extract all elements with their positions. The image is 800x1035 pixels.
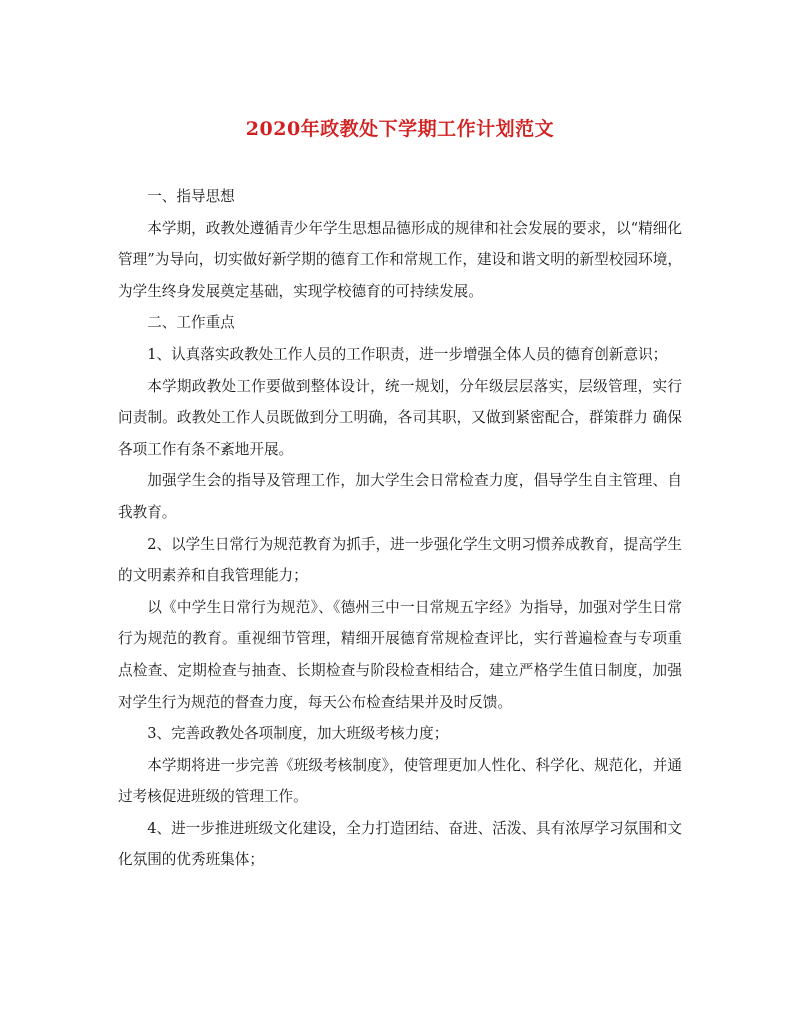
paragraph-item-3: 3、完善政教处各项制度，加大班级考核力度；	[147, 725, 449, 743]
paragraph-item-1: 1、认真落实政教处工作人员的工作职责，进一步增强全体人员的德育创新意识；	[147, 345, 668, 363]
paragraph-student-union: 加强学生会的指导及管理工作，加大学生会日常检查力度，倡导学生自主管理、自我教育。	[118, 472, 682, 521]
paragraph-item-2: 2、以学生日常行为规范教育为抓手，进一步强化学生文明习惯养成教育，提高学生的文明素养和自我管理能力；	[118, 535, 682, 585]
paragraph-item-3-detail: 本学期将进一步完善《班级考核制度》，使管理更加人性化、科学化、规范化，并通过考核促进班级的管理工作。	[118, 756, 682, 806]
document-title: 2020年政教处下学期工作计划范文	[245, 118, 555, 140]
section-heading-work-focus: 二、工作重点	[147, 314, 235, 332]
paragraph-item-1-detail: 本学期政教处工作要做到整体设计，统一规划，分年级层层落实，层级管理，实行问责制。政教处工作人员既做到分工明确，各司其职，又做到紧密配合，群策群力 确保各项工作有条不紊地开展。	[118, 377, 682, 458]
paragraph-item-4: 4、进一步推进班级文化建设，全力打造团结、奋进、活泼、具有浓厚学习氛围和文化氛围的优秀班集体；	[118, 819, 682, 869]
document-body	[118, 181, 682, 876]
paragraph-guiding-ideology: 本学期，政教处遵循青少年学生思想品德形成的规律和社会发展的要求，以“精细化管理”为导向，切实做好新学期的德育工作和常规工作，建设和谐文明的新型校园环境，为学生终身发展奠定基础，实现学校德育的可持续发展。	[118, 219, 682, 300]
paragraph-item-2-detail: 以《中学生日常行为规范》、《德州三中一日常规五字经》为指导，加强对学生日常行为规范的教育。重视细节管理，精细开展德育常规检查评比，实行普遍检查与专项重点检查、定期检查与抽查、长期检查与阶段检查相结合，建立严格学生值日制度，加强对学生行为规范的督查力度，每天公布检查结果并及时反馈。	[118, 598, 682, 711]
section-heading-guiding-ideology: 一、指导思想	[147, 188, 235, 205]
